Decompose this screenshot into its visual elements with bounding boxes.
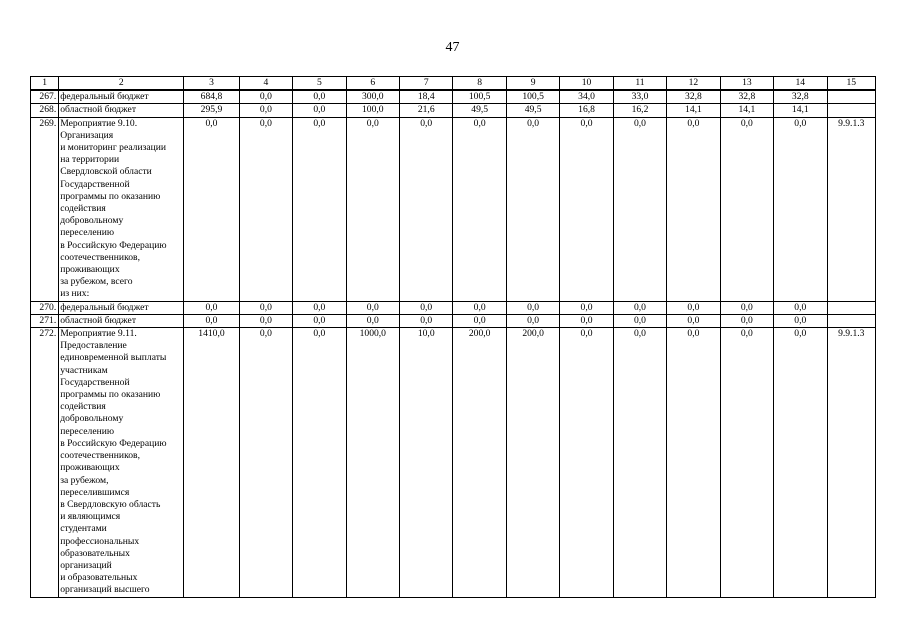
column-header: 13 (720, 77, 773, 91)
value-cell: 14,1 (720, 104, 773, 117)
value-cell: 34,0 (560, 90, 613, 104)
page-number: 47 (445, 40, 460, 55)
value-cell: 0,0 (613, 314, 666, 327)
value-cell: 32,8 (667, 90, 720, 104)
value-cell: 0,0 (239, 104, 292, 117)
value-cell: 100,5 (506, 90, 559, 104)
value-cell: 0,0 (560, 117, 613, 301)
row-number: 271. (31, 314, 59, 327)
column-header: 15 (827, 77, 875, 91)
column-header: 8 (453, 77, 506, 91)
value-cell: 0,0 (239, 314, 292, 327)
value-cell: 0,0 (293, 90, 346, 104)
value-cell: 0,0 (720, 314, 773, 327)
value-cell: 0,0 (774, 314, 827, 327)
code-cell (827, 104, 875, 117)
value-cell: 49,5 (453, 104, 506, 117)
row-number: 268. (31, 104, 59, 117)
value-cell: 0,0 (400, 314, 453, 327)
code-cell: 9.9.1.3 (827, 117, 875, 301)
code-cell: 9.9.1.3 (827, 328, 875, 597)
value-cell: 0,0 (293, 301, 346, 314)
value-cell: 100,5 (453, 90, 506, 104)
value-cell: 0,0 (346, 301, 399, 314)
row-description: областной бюджет (59, 104, 184, 117)
column-header: 10 (560, 77, 613, 91)
value-cell: 33,0 (613, 90, 666, 104)
column-header: 14 (774, 77, 827, 91)
value-cell: 0,0 (293, 104, 346, 117)
value-cell: 0,0 (667, 314, 720, 327)
value-cell: 0,0 (774, 301, 827, 314)
value-cell: 21,6 (400, 104, 453, 117)
row-number: 267. (31, 90, 59, 104)
column-header: 7 (400, 77, 453, 91)
value-cell: 49,5 (506, 104, 559, 117)
value-cell: 0,0 (293, 117, 346, 301)
column-header: 1 (31, 77, 59, 91)
value-cell: 0,0 (453, 117, 506, 301)
value-cell: 0,0 (720, 117, 773, 301)
value-cell: 300,0 (346, 90, 399, 104)
table-row (31, 117, 876, 301)
table-row (31, 104, 876, 117)
row-number: 272. (31, 328, 59, 597)
value-cell: 0,0 (400, 301, 453, 314)
value-cell: 0,0 (613, 117, 666, 301)
value-cell: 16,2 (613, 104, 666, 117)
value-cell: 0,0 (667, 117, 720, 301)
value-cell: 0,0 (184, 117, 239, 301)
value-cell: 0,0 (613, 301, 666, 314)
value-cell: 200,0 (506, 328, 559, 597)
value-cell: 100,0 (346, 104, 399, 117)
value-cell: 0,0 (346, 314, 399, 327)
value-cell: 0,0 (453, 301, 506, 314)
column-header: 11 (613, 77, 666, 91)
value-cell: 0,0 (453, 314, 506, 327)
code-cell (827, 90, 875, 104)
header-row (31, 77, 876, 91)
value-cell: 1000,0 (346, 328, 399, 597)
value-cell: 0,0 (346, 117, 399, 301)
value-cell: 1410,0 (184, 328, 239, 597)
value-cell: 14,1 (774, 104, 827, 117)
value-cell: 0,0 (293, 314, 346, 327)
value-cell: 0,0 (560, 301, 613, 314)
row-number: 270. (31, 301, 59, 314)
budget-table (30, 76, 876, 598)
value-cell: 0,0 (293, 328, 346, 597)
value-cell: 0,0 (613, 328, 666, 597)
value-cell: 0,0 (239, 301, 292, 314)
column-header: 4 (239, 77, 292, 91)
value-cell: 0,0 (720, 328, 773, 597)
column-header: 3 (184, 77, 239, 91)
value-cell: 18,4 (400, 90, 453, 104)
value-cell: 0,0 (400, 117, 453, 301)
row-description: федеральный бюджет (59, 90, 184, 104)
value-cell: 0,0 (184, 314, 239, 327)
value-cell: 0,0 (774, 328, 827, 597)
value-cell: 0,0 (239, 90, 292, 104)
column-header: 5 (293, 77, 346, 91)
table-row (31, 301, 876, 314)
value-cell: 0,0 (667, 328, 720, 597)
value-cell: 0,0 (506, 301, 559, 314)
value-cell: 684,8 (184, 90, 239, 104)
value-cell: 32,8 (774, 90, 827, 104)
row-description: Мероприятие 9.10. Организация и мониторинг реализации на территории Свердловской области Государственной программы по оказанию содействия добровольному переселению в Российскую Федерацию соотечественников, проживающих за рубежом, всего из них: (59, 117, 184, 301)
column-header: 6 (346, 77, 399, 91)
column-header: 2 (59, 77, 184, 91)
value-cell: 0,0 (720, 301, 773, 314)
value-cell: 0,0 (506, 314, 559, 327)
value-cell: 32,8 (720, 90, 773, 104)
row-description: областной бюджет (59, 314, 184, 327)
column-header: 12 (667, 77, 720, 91)
value-cell: 0,0 (239, 117, 292, 301)
table-row (31, 90, 876, 104)
column-header: 9 (506, 77, 559, 91)
code-cell (827, 301, 875, 314)
row-description: Мероприятие 9.11. Предоставление единовременной выплаты участникам Государственной программы по оказанию содействия добровольному переселению в Российскую Федерацию соотечественников, проживающих за рубежом, переселившимся в Свердловскую область и являющимся студентами профессиональных образовательных организаций и образовательных организаций высшего (59, 328, 184, 597)
row-description: федеральный бюджет (59, 301, 184, 314)
row-number: 269. (31, 117, 59, 301)
table-row (31, 328, 876, 597)
value-cell: 0,0 (239, 328, 292, 597)
value-cell: 10,0 (400, 328, 453, 597)
value-cell: 0,0 (506, 117, 559, 301)
value-cell: 0,0 (667, 301, 720, 314)
value-cell: 0,0 (560, 328, 613, 597)
value-cell: 16,8 (560, 104, 613, 117)
value-cell: 295,9 (184, 104, 239, 117)
value-cell: 200,0 (453, 328, 506, 597)
value-cell: 0,0 (560, 314, 613, 327)
code-cell (827, 314, 875, 327)
value-cell: 0,0 (774, 117, 827, 301)
value-cell: 14,1 (667, 104, 720, 117)
value-cell: 0,0 (184, 301, 239, 314)
table-row (31, 314, 876, 327)
